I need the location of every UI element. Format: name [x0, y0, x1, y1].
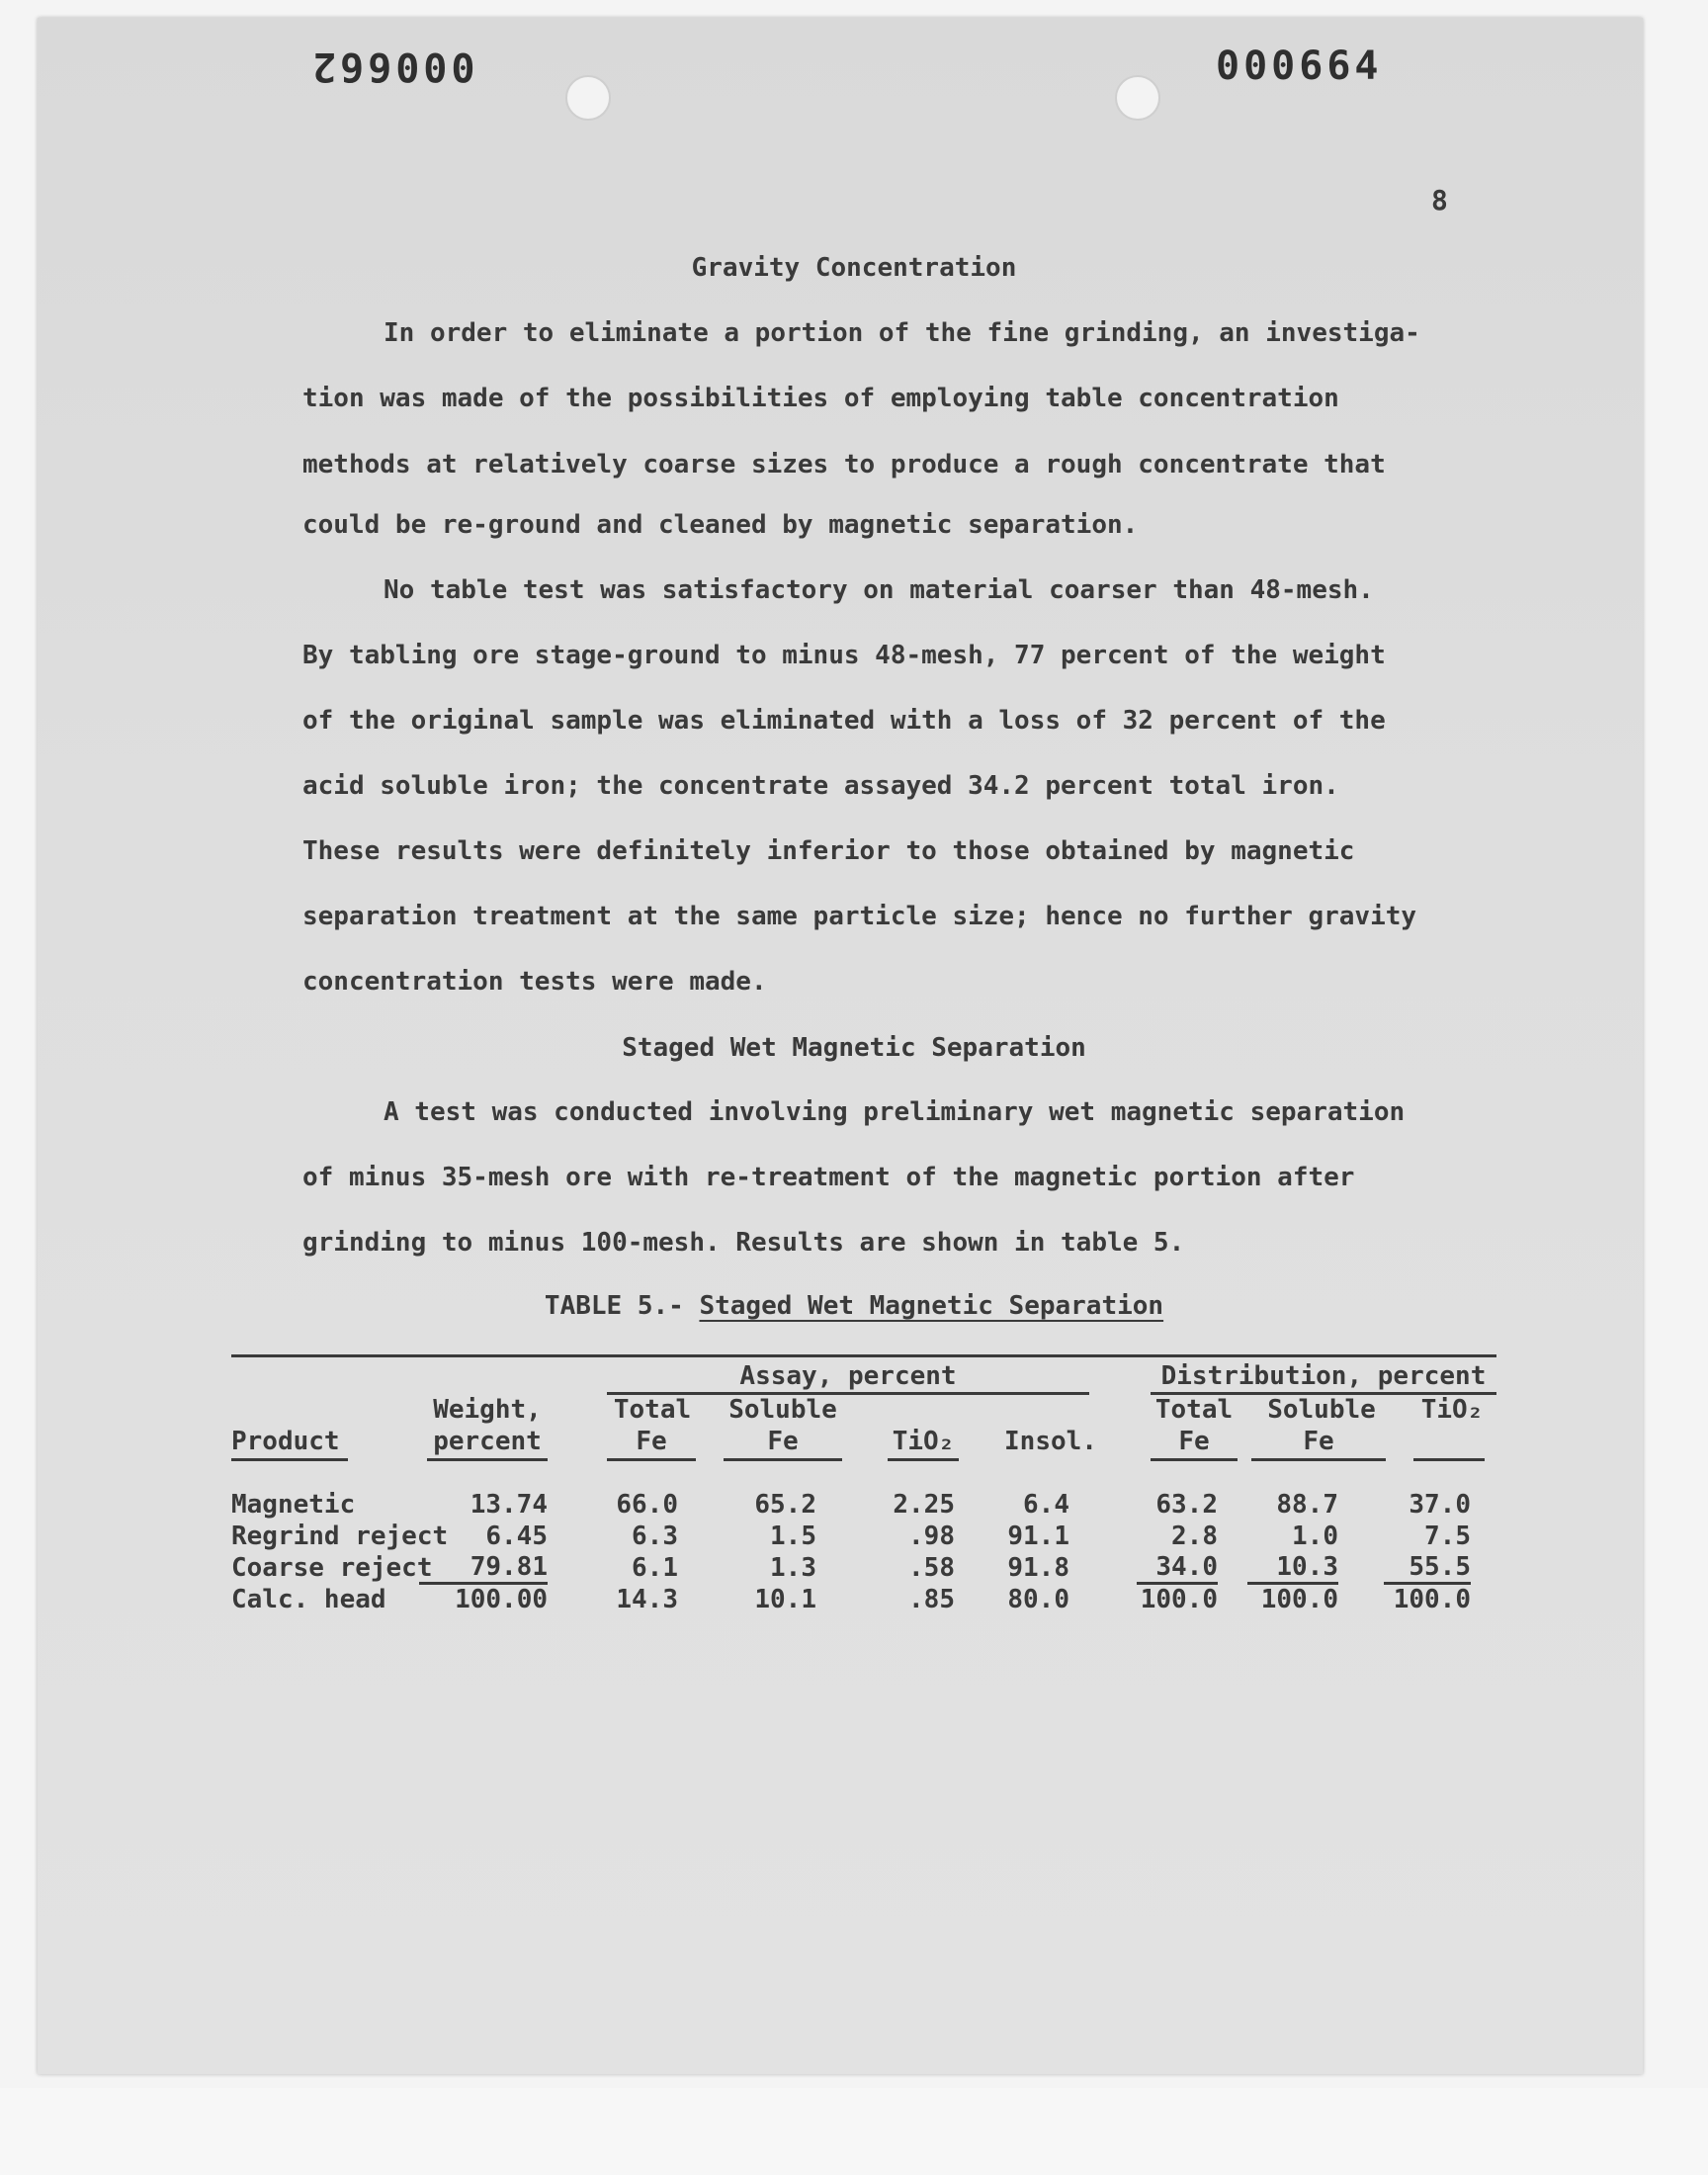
- cell-product: Coarse reject: [231, 1553, 433, 1583]
- cell-weight: 6.45: [485, 1522, 548, 1551]
- header-total-fe: Fe: [607, 1426, 696, 1461]
- cell-soluble-fe: 10.1: [754, 1585, 816, 1614]
- cell-weight: 79.81: [419, 1552, 548, 1585]
- cell-d-tio2: 55.5: [1384, 1552, 1471, 1585]
- cell-total-fe: 66.0: [616, 1490, 678, 1520]
- table-title-text: Staged Wet Magnetic Separation: [699, 1291, 1164, 1321]
- table-title-prefix: TABLE 5.-: [544, 1291, 684, 1321]
- cell-d-total-fe: 100.0: [1140, 1585, 1218, 1614]
- cell-insol: 91.1: [1007, 1522, 1069, 1551]
- header-total: Total: [613, 1395, 692, 1425]
- header-weight-unit: percent: [427, 1426, 548, 1461]
- header-dist-soluble-fe: Fe: [1251, 1426, 1386, 1461]
- section-heading-staged: Staged Wet Magnetic Separation: [622, 1033, 1086, 1063]
- paragraph-line: tion was made of the possibilities of employing table concentration: [302, 384, 1339, 413]
- header-dist-tio2: TiO₂: [1420, 1395, 1484, 1425]
- header-product: Product: [231, 1426, 348, 1461]
- cell-d-tio2: 37.0: [1409, 1490, 1471, 1520]
- cell-total-fe: 6.3: [632, 1522, 678, 1551]
- paragraph-line: could be re-ground and cleaned by magnetic separation.: [302, 510, 1139, 540]
- header-soluble-fe: Fe: [724, 1426, 842, 1461]
- cell-d-total-fe: 63.2: [1155, 1490, 1218, 1520]
- cell-d-tio2: 100.0: [1393, 1585, 1471, 1614]
- cell-tio2: .58: [908, 1553, 955, 1583]
- header-dist-tio2-rule: [1413, 1426, 1485, 1461]
- header-weight: Weight,: [433, 1395, 542, 1425]
- header-dist-soluble: Soluble: [1267, 1395, 1376, 1425]
- cell-soluble-fe: 65.2: [754, 1490, 816, 1520]
- paragraph-line: No table test was satisfactory on material coarser than 48-mesh.: [384, 575, 1374, 605]
- paragraph-line: of minus 35-mesh ore with re-treatment of the magnetic portion after: [302, 1163, 1355, 1192]
- cell-insol: 91.8: [1007, 1553, 1069, 1583]
- distribution-group-header: Distribution, percent: [1160, 1361, 1487, 1391]
- table-title: [0, 1291, 1708, 1321]
- cell-total-fe: 14.3: [616, 1585, 678, 1614]
- cell-d-total-fe: 34.0: [1137, 1552, 1218, 1585]
- cell-soluble-fe: 1.3: [770, 1553, 816, 1583]
- cell-insol: 80.0: [1007, 1585, 1069, 1614]
- assay-group-header: Assay, percent: [739, 1361, 957, 1391]
- cell-d-tio2: 7.5: [1424, 1522, 1471, 1551]
- paragraph-line: A test was conducted involving preliminary wet magnetic separation: [384, 1097, 1406, 1127]
- cell-d-soluble-fe: 100.0: [1260, 1585, 1338, 1614]
- paragraph-line: grinding to minus 100-mesh. Results are shown in table 5.: [302, 1228, 1185, 1258]
- cell-soluble-fe: 1.5: [770, 1522, 816, 1551]
- paragraph-line: concentration tests were made.: [302, 967, 767, 997]
- cell-product: Regrind reject: [231, 1522, 449, 1551]
- cell-tio2: 2.25: [893, 1490, 955, 1520]
- section-heading-gravity: Gravity Concentration: [691, 253, 1017, 283]
- paragraph-line: In order to eliminate a portion of the fine grinding, an investiga-: [384, 318, 1420, 348]
- cell-d-soluble-fe: 1.0: [1292, 1522, 1338, 1551]
- scan-margin: [0, 2088, 1708, 2175]
- page-number: 8: [1431, 184, 1448, 217]
- cell-weight: 100.00: [455, 1585, 548, 1614]
- cell-tio2: .85: [908, 1585, 955, 1614]
- header-insol: Insol.: [1004, 1427, 1097, 1456]
- cell-tio2: .98: [908, 1522, 955, 1551]
- header-soluble: Soluble: [728, 1395, 837, 1425]
- header-dist-total-fe: Fe: [1151, 1426, 1238, 1461]
- cell-d-total-fe: 2.8: [1171, 1522, 1218, 1551]
- header-tio2: TiO₂: [888, 1426, 959, 1461]
- cell-weight: 13.74: [470, 1490, 548, 1520]
- cell-insol: 6.4: [1023, 1490, 1069, 1520]
- punch-hole-right: [1115, 75, 1160, 121]
- paragraph-line: of the original sample was eliminated with a loss of 32 percent of the: [302, 706, 1386, 736]
- cell-product: Calc. head: [231, 1585, 386, 1614]
- stamp-number-left: 000662: [308, 44, 475, 89]
- cell-d-soluble-fe: 10.3: [1247, 1552, 1338, 1585]
- punch-hole-left: [565, 75, 611, 121]
- cell-d-soluble-fe: 88.7: [1276, 1490, 1338, 1520]
- cell-total-fe: 6.1: [632, 1553, 678, 1583]
- paragraph-line: acid soluble iron; the concentrate assayed 34.2 percent total iron.: [302, 771, 1339, 801]
- header-dist-total: Total: [1154, 1395, 1234, 1425]
- paragraph-line: separation treatment at the same particle size; hence no further gravity: [302, 902, 1417, 931]
- paragraph-line: By tabling ore stage-ground to minus 48-mesh, 77 percent of the weight: [302, 641, 1386, 670]
- table-top-rule: [231, 1354, 1496, 1357]
- paragraph-line: These results were definitely inferior to those obtained by magnetic: [302, 836, 1355, 866]
- stamp-number-right: 000664: [1216, 44, 1383, 89]
- cell-product: Magnetic: [231, 1490, 356, 1520]
- paragraph-line: methods at relatively coarse sizes to produce a rough concentrate that: [302, 450, 1386, 479]
